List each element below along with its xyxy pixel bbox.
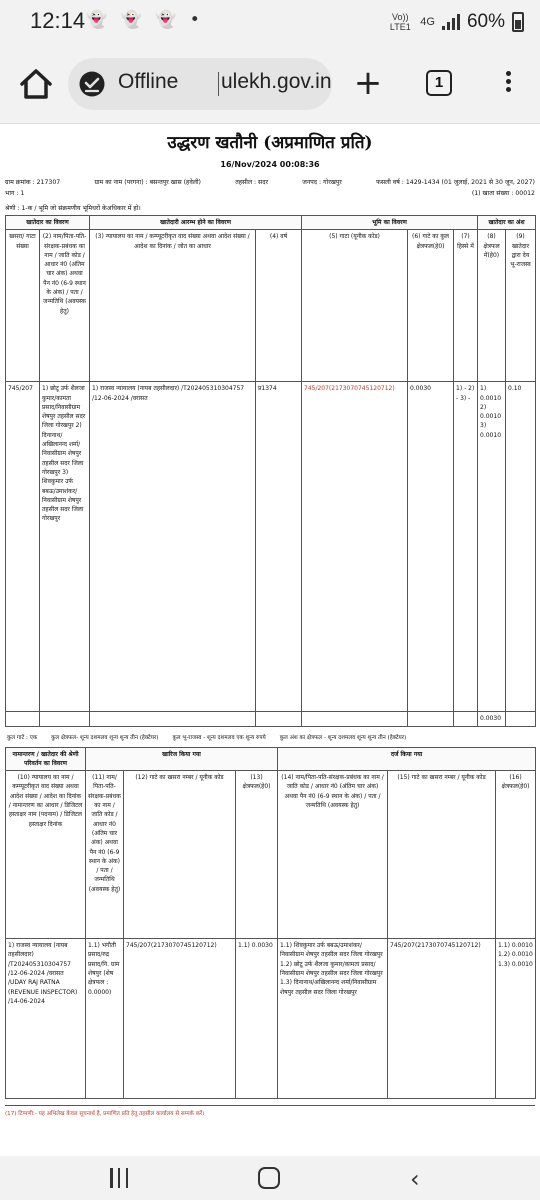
- network-type: 4G: [420, 16, 435, 28]
- group-namantaran: नामान्तरण / खातेदार की श्रेणी परिवर्तन का विवरण: [6, 747, 86, 771]
- cell-year: प्र1374: [256, 382, 302, 712]
- col-added-gata: (15) गाटे का खसरा नम्बर / यूनीक कोड: [388, 771, 496, 939]
- group-khatedar: खातेदार का विवरण: [6, 216, 90, 230]
- url-text: ulekh.gov.in: [221, 70, 332, 93]
- fasli-year: फसली वर्ष : 1429-1434 (01 जुलाई, 2021 से 30 जून, 2027): [376, 179, 535, 186]
- summary-total-area: कुल क्षेत्रफल- शून्य दशमलव शून्य शून्य तीन (हेक्टेयर): [51, 734, 159, 741]
- browser-toolbar: [0, 44, 540, 124]
- summary-total-gata: कुल गाटे : एक: [7, 734, 38, 741]
- janpad: जनपद : गोरखपुर: [302, 179, 342, 186]
- document-page: [0, 124, 540, 1156]
- recent-apps-icon[interactable]: [110, 1168, 128, 1188]
- system-nav-bar: [0, 1156, 540, 1200]
- cell-owners: 1) छोटू उर्फ शैलजा कुमार/कामता प्रसाद/निवासीग्राम शेषपुर तहसील सदर जिला गोरखपुर 2) दिनानाथ/अखिलानन्द शर्मा/निवासीग्राम शेषपुर तहसील सदर जिला गोरखपुर 3) शिवकुमार उर्फ बबऊ/उमाशंकर/निवासीग्राम शेषपुर तहसील सदर जिला गोरखपुर: [40, 382, 90, 712]
- cell-revenue: 0.10: [506, 382, 536, 712]
- col-bhu-rajasv: (9) खातेदार द्वारा देय भू-राजस्व: [506, 230, 536, 382]
- col-removed-gata: (12) गाटे का खसरा नम्बर / यूनीक कोड: [124, 771, 236, 939]
- totals-row: [6, 712, 536, 726]
- table-row: [6, 939, 536, 1099]
- khata-number: (1) खाता संख्या : 00012: [471, 190, 535, 197]
- gram-name: ग्राम का नाम (परगना) : बसन्तपुर खास (हवेली): [94, 179, 201, 186]
- cell-share: 1) - 2) - 3) -: [454, 382, 478, 712]
- cell-added-gata: 745/207(2173070745120712): [388, 939, 496, 1099]
- col-added-name: (14) नाम/पिता-पति-संरक्षक-प्रबंधक का नाम / जाति कोड / आधार नं0 (अंतिम चार अंक) अथवा पैन नं0 (6-9 स्थान के अंक) / पता / जन्मतिथि (अवयस्क हेतु): [278, 771, 388, 939]
- offline-check-icon: [78, 70, 106, 98]
- table-row: [6, 382, 536, 712]
- signal-icon: [442, 14, 460, 30]
- more-menu-icon[interactable]: [500, 68, 516, 100]
- table1-group-row: [6, 216, 536, 230]
- volte-indicator: Vo)) LTE1: [389, 12, 411, 32]
- summary-total-revenue: कुल भू-राजस्व - शून्य दशमलव एक शून्य रुपये: [172, 734, 266, 741]
- notification-icons: 👻 👻 👻 •: [86, 10, 204, 30]
- battery-percent: 60%: [466, 11, 505, 32]
- group-aarambh: खातेदारी आरम्भ होने का विवरण: [90, 216, 302, 230]
- nav-home-icon[interactable]: [258, 1167, 280, 1189]
- col-naam: (2) नाम/पिता-पति-संरक्षक-प्रबंधक का नाम / जाति कोड / आधार नं0 (अंतिम चार अंक) अथवा पैन नं0 (6-9 स्थान के अंक) / पता / जन्मतिथि (अवयस्क हेतु): [40, 230, 90, 382]
- url-separator: [218, 72, 219, 96]
- footnote: (17) टिप्पणी:- यह अभिलेख केवल सूचनार्थ है, प्रमाणित प्रति हेतु तहसील कार्यालय से सम्पर्क करें।: [5, 1105, 535, 1117]
- cell-removed-area: 1.1) 0.0030: [236, 939, 278, 1099]
- col-nyayalay: (3) न्यायालय का नाम / कम्प्यूटरीकृत वाद संख्या अथवा आदेश संख्या / आदेश का दिनांक / जोत का आधार: [90, 230, 256, 382]
- status-right: [387, 6, 524, 38]
- cell-order: 1) राजस्व न्यायालय (नायब तहसीलदार) /T202405310304757 /12-06-2024 /वरासत /UDAY RAJ RATNA (REVENUE INSPECTOR) /14-06-2024: [6, 939, 86, 1099]
- offline-label: Offline: [118, 70, 179, 93]
- table2-header-row: [6, 771, 536, 939]
- cell-khasra: 745/207: [6, 382, 40, 712]
- status-time: 12:14: [30, 8, 86, 33]
- cell-area: 0.0030: [408, 382, 454, 712]
- col-hisse: (7) हिस्से में: [454, 230, 478, 382]
- namantaran-table: [5, 747, 536, 1100]
- group-kharij: खारिज किया गया: [86, 747, 278, 771]
- tehsil: तहसील : सदर: [235, 179, 269, 186]
- cell-total-area: 0.0030: [478, 712, 506, 726]
- col-varsh: (4) वर्ष: [256, 230, 302, 382]
- group-ansh: खातेदार का अंश: [478, 216, 536, 230]
- tab-switcher-button[interactable]: 1: [426, 70, 452, 96]
- group-bhoomi: भूमि का विवरण: [302, 216, 478, 230]
- document-date: 16/Nov/2024 00:08:36: [220, 160, 320, 169]
- cell-removed-name: 1.1) भगौती प्रसाद/रुद्र प्रसाद/नि. ग्राम शेषपुर (शेष क्षेत्रफल : 0.0000): [86, 939, 124, 1099]
- meta-row: [5, 177, 535, 186]
- cell-court: 1) राजस्व न्यायालय (नायब तहसीलदार) /T202405310304757 /12-06-2024 /वरासत: [90, 382, 256, 712]
- col-gata: (5) गाटा (यूनीक कोड): [302, 230, 408, 382]
- cell-added-area: 1.1) 0.0010 1.2) 0.0010 1.3) 0.0010: [496, 939, 536, 1099]
- col-khasra: खसरा/ गाटा संख्या: [6, 230, 40, 382]
- shreni-line: श्रेणी : 1-क / भूमि जो संक्रमणीय भूमिधरों केअधिकार में हो।: [5, 205, 141, 212]
- khatauni-table: [5, 215, 536, 727]
- address-bar[interactable]: [68, 58, 332, 110]
- meta-row-2: [5, 188, 535, 197]
- col-removed-area: (13) क्षेत्रफल(हे0): [236, 771, 278, 939]
- new-tab-button[interactable]: +: [353, 63, 383, 103]
- table2-group-row: [6, 747, 536, 771]
- cell-share-area: 1) 0.0010 2) 0.0010 3) 0.0010: [478, 382, 506, 712]
- group-darj: दर्ज किया गया: [278, 747, 536, 771]
- cell-added-names: 1.1) शिवकुमार उर्फ बबऊ/उमाशंकर/निवासीग्राम शेषपुर तहसील सदर जिला गोरखपुर 1.2) छोटू उर्फ शैलजा कुमार/कामता प्रसाद/निवासीग्राम शेषपुर तहसील सदर जिला गोरखपुर 1.3) दिनानाथ/अखिलानन्द शर्मा/निवासीग्राम शेषपुर तहसील सदर जिला गोरखपुर: [278, 939, 388, 1099]
- home-icon[interactable]: [16, 64, 56, 104]
- table1-header-row: [6, 230, 536, 382]
- summary-line: [7, 733, 533, 741]
- cell-removed-gata: 745/207(2173070745120712): [124, 939, 236, 1099]
- col-removed-name: (11) नाम/ पिता-पति-संरक्षक-प्रबंधक का नाम / जाति कोड / आधार नं0 (अंतिम चार अंक) अथवा पैन नं0 (6-9 स्थान के अंक) / पता / जन्मतिथि (अवयस्क हेतु): [86, 771, 124, 939]
- bhag: भाग : 1: [5, 190, 25, 197]
- back-icon[interactable]: ‹: [410, 1165, 420, 1193]
- col-kshetrafal: (8) क्षेत्रफल में(हे0): [478, 230, 506, 382]
- cell-gata[interactable]: 745/207(2173070745120712): [302, 382, 408, 712]
- page-title: उद्धरण खतौनी (अप्रमाणित प्रति): [167, 133, 373, 153]
- col-added-area: (16) क्षेत्रफल(हे0): [496, 771, 536, 939]
- col-kul-kshetrafal: (6) गाटे का कुल क्षेत्रफल(हे0): [408, 230, 454, 382]
- battery-icon: [512, 12, 524, 32]
- col-order: (10) न्यायालय का नाम / कम्प्यूटरीकृत वाद संख्या अथवा आदेश संख्या / आदेश का दिनांक / नामान्तरण का आधार / डिजिटल हस्ताक्षर नाम (पदनाम) / डिजिटल हस्ताक्षर दिनांक: [6, 771, 86, 939]
- gram-code: ग्राम क्रमांक : 217307: [5, 179, 61, 186]
- status-bar: [0, 0, 540, 44]
- summary-total-share-area: कुल अंश का क्षेत्रफल - शून्य दशमलव शून्य शून्य तीन (हेक्टेयर): [279, 734, 407, 741]
